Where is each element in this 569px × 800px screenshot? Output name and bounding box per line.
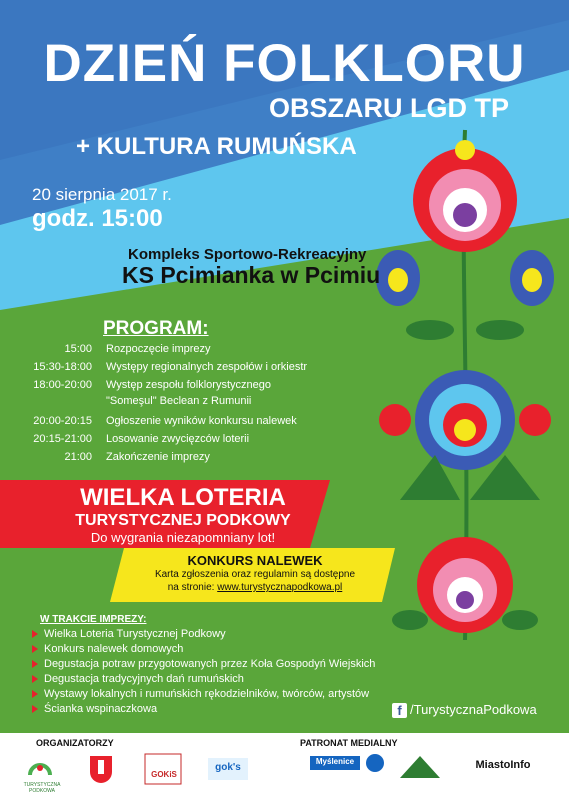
turystyczna-podkowa-logo: [30, 765, 50, 775]
contest-link-prefix: na stronie:: [167, 582, 218, 593]
program-desc: Zakończenie imprezy: [106, 451, 210, 463]
program-desc: Losowanie zwycięzców loterii: [106, 433, 250, 445]
program-time: 20:15-21:00: [33, 433, 92, 445]
program-desc: Rozpoczęcie imprezy: [106, 343, 211, 355]
program-time: 20:00-20:15: [33, 415, 92, 427]
coat-of-arms-logo: [90, 756, 112, 783]
subtitle: OBSZARU LGD TP: [269, 93, 509, 123]
program-time: 18:00-20:00: [33, 379, 92, 391]
lottery-subtitle: TURYSTYCZNEJ PODKOWY: [75, 512, 291, 529]
contest-title: KONKURS NALEWEK: [187, 553, 323, 568]
during-item-label: Konkurs nalewek domowych: [44, 643, 184, 655]
during-item-label: Degustacja tradycyjnych dań rumuńskich: [44, 673, 244, 685]
mountain-logo: [400, 756, 440, 778]
gokis-logo: [145, 754, 181, 784]
facebook-handle: /TurystycznaPodkowa: [410, 702, 537, 717]
logo-caption-goks: gok's: [215, 762, 241, 773]
program-desc: "Someşul" Beclean z Rumunii: [106, 395, 252, 407]
during-item-label: Wielka Loteria Turystycznej Podkowy: [44, 628, 226, 640]
organizers-label: ORGANIZATORZY: [36, 738, 114, 748]
lottery-title: WIELKA LOTERIA: [80, 484, 286, 511]
logo-caption-myslenice: Myślenice: [315, 757, 355, 766]
event-time: godz. 15:00: [32, 205, 163, 232]
program-time: 15:30-18:00: [33, 361, 92, 373]
media-label: PATRONAT MEDIALNY: [300, 738, 398, 748]
program-time: 21:00: [64, 451, 92, 463]
during-item-label: Degustacja potraw przygotowanych przez Koła Gospodyń Wiejskich: [44, 658, 376, 670]
event-date: 20 sierpnia 2017 r.: [32, 185, 172, 204]
facebook-icon: f: [392, 703, 407, 718]
contest-info: Karta zgłoszenia oraz regulamin są dostępne: [154, 569, 356, 580]
program-desc: Ogłoszenie wyników konkursu nalewek: [106, 415, 297, 427]
program-title: PROGRAM:: [103, 318, 209, 339]
during-title: W TRAKCIE IMPREZY:: [40, 614, 147, 625]
logo-caption-podkowa: TURYSTYCZNA PODKOWA: [23, 782, 61, 794]
program-desc: Występ zespołu folklorystycznego: [106, 379, 271, 391]
program-desc: Występy regionalnych zespołów i orkiestr: [106, 361, 308, 373]
during-item-label: Wystawy lokalnych i rumuńskich rękodzielników, twórców, artystów: [44, 688, 370, 700]
during-item-label: Ścianka wspinaczkowa: [44, 703, 158, 715]
contest-link[interactable]: www.turystycznapodkowa.pl: [217, 582, 343, 593]
venue-line1: Kompleks Sportowo-Rekreacyjny: [128, 246, 367, 263]
logo-caption-gokis: GOKiS: [151, 770, 177, 779]
subtitle-culture: + KULTURA RUMUŃSKA: [76, 133, 357, 160]
logo-caption-miastoinfo: MiastoInfo: [475, 759, 531, 771]
lottery-tagline: Do wygrania niezapomniany lot!: [90, 530, 276, 545]
venue-line2: KS Pcimianka w Pcimiu: [122, 262, 381, 288]
program-time: 15:00: [64, 343, 92, 355]
main-title: DZIEŃ FOLKLORU: [43, 34, 526, 93]
